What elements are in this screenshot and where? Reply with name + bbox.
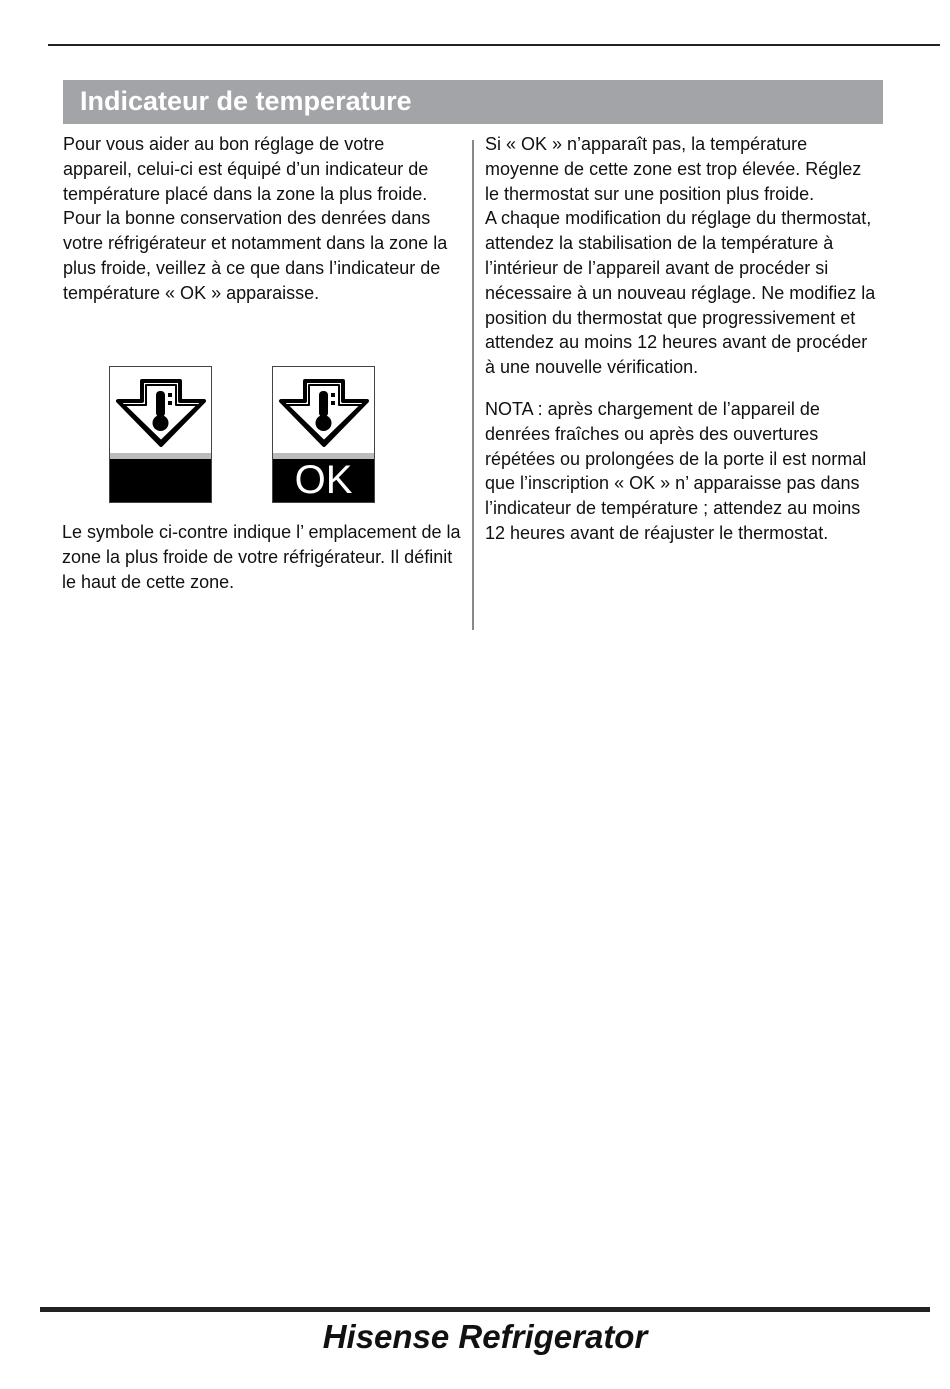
top-rule [48, 44, 940, 46]
thermometer-arrow-icon [110, 367, 211, 459]
temperature-indicator-ok [272, 366, 375, 503]
right-paragraph-2: A chaque modification du réglage du thermostat, attendez la stabilisation de la température à l’intérieur de l’appareil avant de procéder si nécessaire à un nouveau réglage. Ne modifiez la position du thermostat que progressivement et attendez au moins 12 heures avant de procéder à une nouvelle vérification. [485, 208, 876, 378]
temperature-indicator-empty [109, 366, 212, 503]
section-banner [63, 80, 883, 124]
indicator-ok-label: OK [273, 459, 374, 502]
footer-brand: Hisense Refrigerator [322, 1318, 648, 1355]
indicator-window [110, 459, 211, 502]
section-title: Indicateur de temperature [80, 86, 412, 116]
right-paragraph-1: Si « OK » n’apparaît pas, la température moyenne de cette zone est trop élevée. Réglez le thermostat sur une position plus froide. [485, 134, 862, 204]
column-divider [472, 140, 474, 630]
thermometer-arrow-icon [273, 367, 374, 459]
left-paragraph-2: Pour la bonne conservation des denrées dans votre réfrigérateur et notamment dans la zone la plus froide, veillez à ce que dans l’indicateur de température « OK » apparaisse. [63, 208, 448, 303]
bottom-rule [40, 1307, 930, 1312]
left-column [63, 132, 458, 306]
right-column [485, 132, 880, 546]
left-paragraph-1: Pour vous aider au bon réglage de votre appareil, celui-ci est équipé d’un indicateur de température placé dans la zone la plus froide. [63, 134, 429, 204]
symbol-caption: Le symbole ci-contre indique l’ emplacement de la zone la plus froide de votre réfrigérateur. Il définit le haut de cette zone. [62, 522, 461, 592]
right-paragraph-nota: NOTA : après chargement de l’appareil de denrées fraîches ou après des ouvertures répétées ou prolongées de la porte il est normal que l’inscription « OK » n’ apparaisse pas dans l’indicateur de température ; attendez au moins 12 heures avant de réajuster le thermostat. [485, 398, 867, 543]
